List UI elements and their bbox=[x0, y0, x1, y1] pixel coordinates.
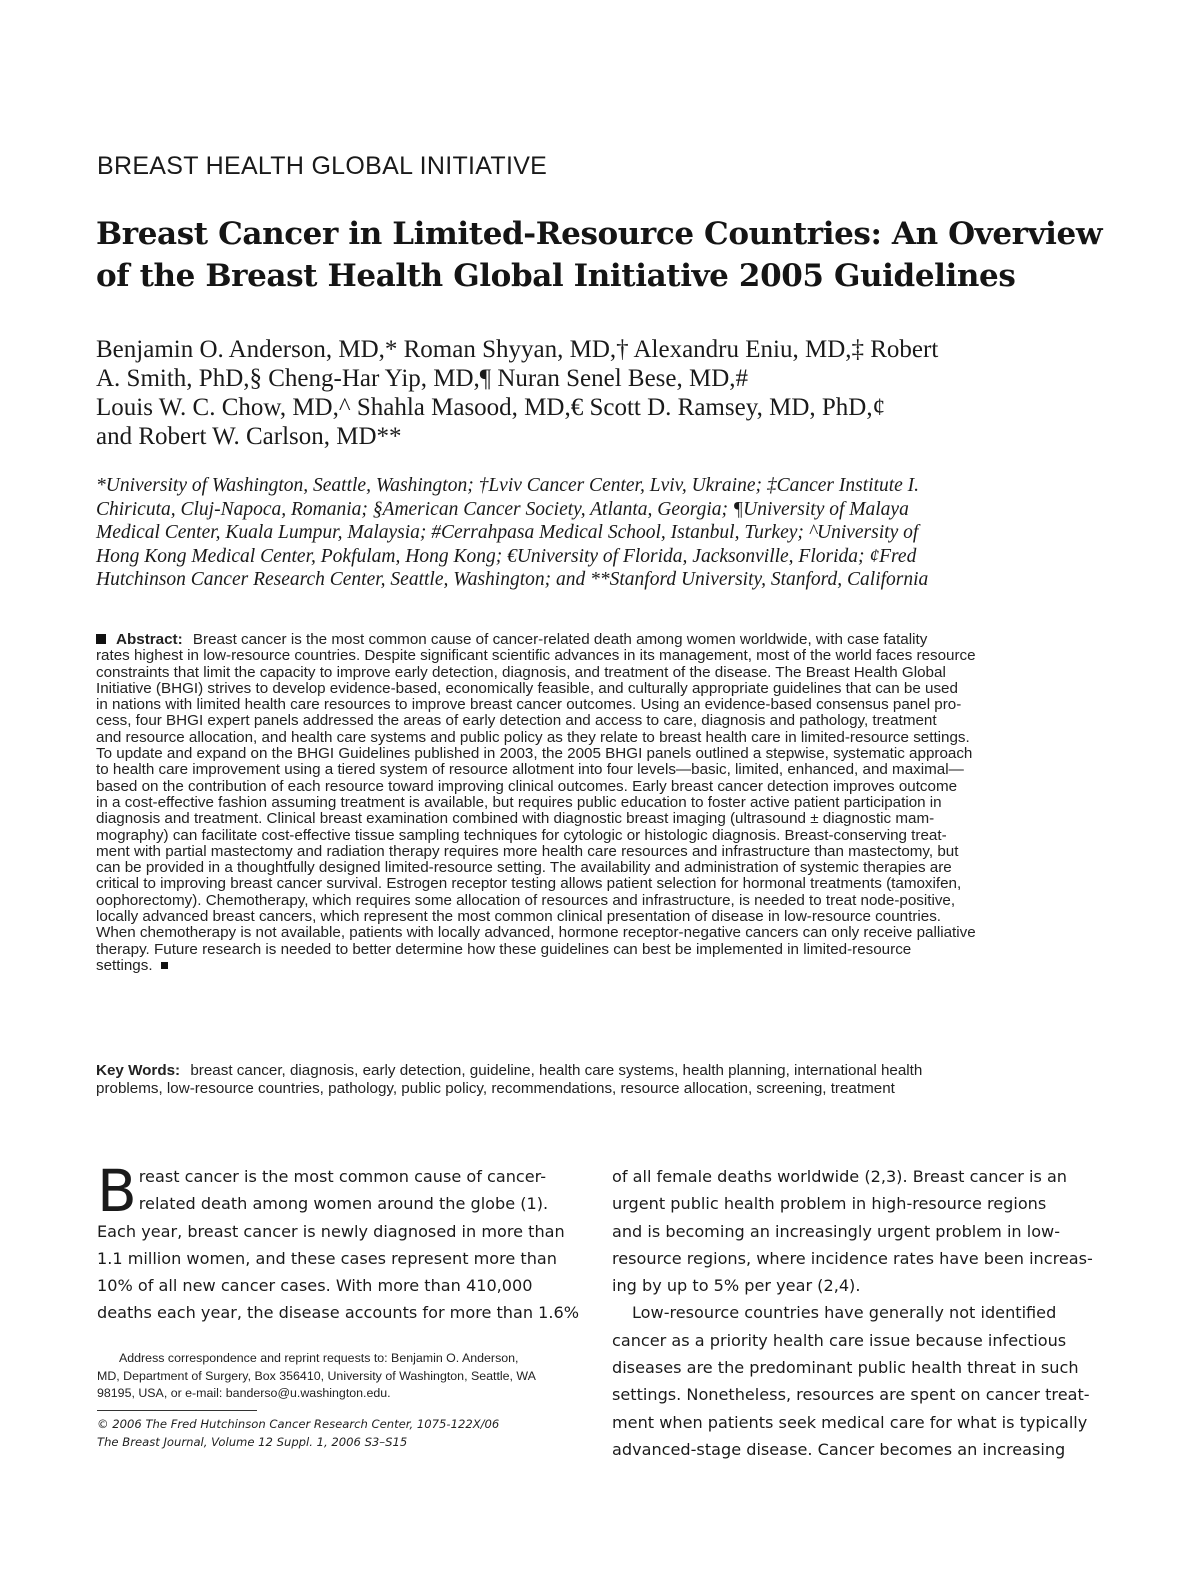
abstract-line: rates highest in low-resource countries. Despite significant scientific advances in its management, most of the world faces resource bbox=[96, 647, 976, 665]
abstract-text: settings. bbox=[96, 956, 153, 974]
abstract-line: critical to improving breast cancer survival. Estrogen receptor testing allows patient selection for hormonal treatments (tamoxifen, bbox=[96, 875, 962, 893]
keywords-line: problems, low-resource countries, pathology, public policy, recommendations, resource allocation, screening, treatment bbox=[96, 1080, 895, 1097]
body-line: 1.1 million women, and these cases represent more than bbox=[97, 1248, 557, 1268]
affiliation-line: Chiricuta, Cluj-Napoca, Romania; §American Cancer Society, Atlanta, Georgia; ¶University of Malaya bbox=[96, 498, 909, 520]
author-line: Benjamin O. Anderson, MD,* Roman Shyyan, MD,† Alexandru Eniu, MD,‡ Robert bbox=[96, 336, 939, 363]
end-marker-icon bbox=[161, 962, 168, 969]
abstract-line: therapy. Future research is needed to better determine how these guidelines can best be implemented in limited-resource bbox=[96, 940, 912, 958]
body-column-left bbox=[97, 1157, 580, 1327]
abstract-line: mography) can facilitate cost-effective tissue sampling techniques for cytologic or histologic diagnosis. Breast-conserving treat- bbox=[96, 826, 947, 844]
affiliation-line: Hong Kong Medical Center, Pokfulam, Hong Kong; €University of Florida, Jacksonville, Florida; ¢Fred bbox=[96, 545, 917, 567]
body-line: resource regions, where incidence rates have been increas- bbox=[612, 1248, 1093, 1268]
abstract-line: To update and expand on the BHGI Guidelines published in 2003, the 2005 BHGI panels outlined a stepwise, systematic approach bbox=[96, 745, 973, 763]
abstract bbox=[96, 632, 1094, 974]
author-list bbox=[96, 335, 1106, 451]
author-line: A. Smith, PhD,§ Cheng-Har Yip, MD,¶ Nuran Senel Bese, MD,# bbox=[96, 365, 749, 392]
body-line: cancer as a priority health care issue because infectious bbox=[612, 1330, 1067, 1350]
body-line: ing by up to 5% per year (2,4). bbox=[612, 1276, 861, 1296]
author-line: and Robert W. Carlson, MD** bbox=[96, 423, 402, 450]
copyright-notice bbox=[97, 1415, 577, 1451]
keywords bbox=[96, 1062, 1094, 1098]
series-heading: BREAST HEALTH GLOBAL INITIATIVE bbox=[97, 152, 548, 180]
abstract-last-line bbox=[96, 958, 1094, 974]
abstract-line: locally advanced breast cancers, which represent the most common clinical presentation of disease in low-resource countries. bbox=[96, 908, 942, 926]
body-line: settings. Nonetheless, resources are spent on cancer treat- bbox=[612, 1385, 1090, 1405]
footnote-line: MD, Department of Surgery, Box 356410, University of Washington, Seattle, WA bbox=[97, 1368, 536, 1383]
footnote-line: Address correspondence and reprint requests to: Benjamin O. Anderson, bbox=[119, 1351, 519, 1365]
correspondence-footnote bbox=[97, 1350, 579, 1403]
affiliation-line: *University of Washington, Seattle, Washington; †Lviv Cancer Center, Lviv, Ukraine; ‡Cancer Institute I. bbox=[96, 475, 920, 496]
abstract-text: Breast cancer is the most common cause of cancer-related death among women worldwide, with case fatality bbox=[192, 631, 928, 648]
journal-citation-line: The Breast Journal, Volume 12 Suppl. 1, 2006 S3–S15 bbox=[97, 1435, 408, 1449]
abstract-line: can be provided in a thoughtfully designed limited-resource setting. The availability and administration of systemic therapies are bbox=[96, 859, 952, 877]
affiliation-line: Medical Center, Kuala Lumpur, Malaysia; #Cerrahpasa Medical School, Istanbul, Turkey; ^University of bbox=[96, 522, 919, 544]
keywords-heading: Key Words: bbox=[96, 1062, 181, 1079]
footnote-divider bbox=[97, 1410, 257, 1411]
body-line: 10% of all new cancer cases. With more than 410,000 bbox=[97, 1276, 533, 1296]
abstract-line: ment with partial mastectomy and radiation therapy requires more health care resources and infrastructure than mastectomy, but bbox=[96, 842, 959, 860]
body-line: diseases are the predominant public health threat in such bbox=[612, 1358, 1079, 1378]
abstract-line: Initiative (BHGI) strives to develop evidence-based, economically feasible, and culturally appropriate guidelines that can be used bbox=[96, 679, 958, 697]
affiliation-line: Hutchinson Cancer Research Center, Seattle, Washington; and **Stanford University, Stanford, California bbox=[96, 569, 929, 591]
body-column-right bbox=[612, 1163, 1092, 1463]
abstract-line: diagnosis and treatment. Clinical breast examination combined with diagnostic breast imaging (ultrasound ± diagnostic mam- bbox=[96, 810, 935, 828]
body-line: Low-resource countries have generally not identified bbox=[632, 1303, 1057, 1323]
abstract-line: in a cost-effective fashion assuming treatment is available, but requires public education to foster active patient participation in bbox=[96, 793, 942, 811]
author-line: Louis W. C. Chow, MD,^ Shahla Masood, MD,€ Scott D. Ramsey, MD, PhD,¢ bbox=[96, 394, 886, 421]
abstract-line: to health care improvement using a tiered system of resource allotment into four levels—basic, limited, enhanced, and maximal— bbox=[96, 761, 964, 779]
abstract-line: oophorectomy). Chemotherapy, which requires some allocation of resources and infrastructure, is needed to treat node-positive, bbox=[96, 891, 956, 909]
abstract-line: cess, four BHGI expert panels addressed the areas of early detection and access to care, diagnosis and pathology, treatment bbox=[96, 712, 937, 730]
abstract-line: in nations with limited health care resources to improve breast cancer outcomes. Using an evidence-based consensus panel pro- bbox=[96, 696, 962, 714]
abstract-marker-icon bbox=[96, 634, 106, 644]
body-line: related death among women around the globe (1). bbox=[138, 1194, 549, 1214]
title-line: Breast Cancer in Limited-Resource Countries: An Overview bbox=[96, 216, 1103, 252]
drop-cap: B bbox=[97, 1157, 137, 1225]
abstract-first-line bbox=[96, 632, 1094, 648]
copyright-line: © 2006 The Fred Hutchinson Cancer Research Center, 1075-122X/06 bbox=[97, 1417, 500, 1431]
title-line: of the Breast Health Global Initiative 2005 Guidelines bbox=[96, 258, 1016, 294]
body-line: of all female deaths worldwide (2,3). Breast cancer is an bbox=[612, 1167, 1068, 1186]
abstract-line: constraints that limit the capacity to improve early detection, diagnosis, and treatment of the disease. The Breast Health Global bbox=[96, 663, 946, 681]
article-title bbox=[96, 213, 1106, 297]
body-line: ment when patients seek medical care for what is typically bbox=[612, 1412, 1088, 1432]
keywords-text: breast cancer, diagnosis, early detection, guideline, health care systems, health planning, international health bbox=[190, 1062, 923, 1079]
body-line: reast cancer is the most common cause of cancer- bbox=[138, 1167, 547, 1186]
body-line: and is becoming an increasingly urgent problem in low- bbox=[612, 1221, 1061, 1241]
body-line: advanced-stage disease. Cancer becomes an increasing bbox=[612, 1439, 1066, 1459]
body-line: Each year, breast cancer is newly diagnosed in more than bbox=[97, 1221, 565, 1241]
abstract-heading: Abstract: bbox=[116, 631, 183, 648]
abstract-line: based on the contribution of each resource toward improving clinical outcomes. Early breast cancer detection improves outcome bbox=[96, 777, 958, 795]
abstract-line: and resource allocation, and health care systems and public policy as they relate to breast health care in limited-resource settings. bbox=[96, 728, 970, 746]
affiliations bbox=[96, 474, 1106, 592]
keywords-line bbox=[96, 1062, 1094, 1080]
abstract-line: When chemotherapy is not available, patients with locally advanced, hormone receptor-negative cancers can only receive palliative bbox=[96, 924, 976, 942]
body-line: urgent public health problem in high-resource regions bbox=[612, 1194, 1047, 1214]
body-line: deaths each year, the disease accounts for more than 1.6% bbox=[97, 1303, 580, 1323]
footnote-line: 98195, USA, or e-mail: banderso@u.washington.edu. bbox=[97, 1386, 391, 1400]
